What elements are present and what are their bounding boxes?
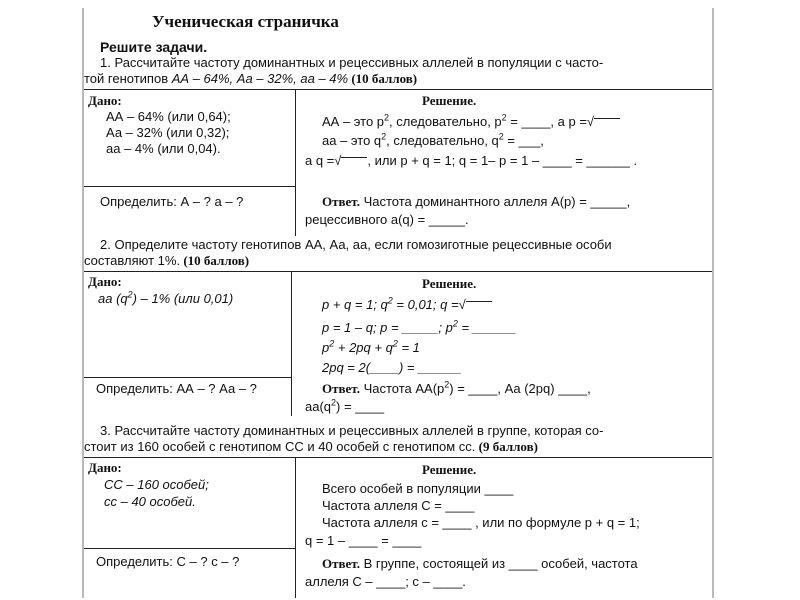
- task3-divider: [295, 458, 296, 598]
- task2-given-rule: [84, 377, 291, 378]
- task3-solution-line: q = 1 – ____ = ____: [305, 533, 422, 548]
- task3-given-line: СС – 160 особей;: [104, 477, 209, 492]
- task3-solution-line: Частота аллеля С = ____: [322, 498, 475, 513]
- task3-line1: 3. Рассчитайте частоту доминантных и рецессивных аллелей в группе, которая со-: [100, 423, 604, 438]
- task3-solution-label: Решение.: [422, 462, 477, 477]
- task1-determine: Определить: А – ? а – ?: [100, 194, 244, 209]
- task3-given-label: Дано:: [88, 460, 122, 475]
- task1-answer-line2: рецессивного а(q) = _____.: [305, 212, 469, 227]
- task3-solution-line: Всего особей в популяции ____: [322, 481, 514, 496]
- radical-icon: √: [334, 153, 342, 168]
- task1-line2: той генотипов АА – 64%, Аа – 32%, аа – 4% (10 баллов): [84, 71, 418, 86]
- task2-solution-line: 2рq = 2(____) = ______: [322, 360, 462, 375]
- task2-given-label: Дано:: [88, 274, 122, 289]
- task2-divider: [291, 272, 292, 416]
- task2-determine: Определить: АА – ? Аа – ?: [96, 381, 257, 396]
- page-title: Ученическая страничка: [152, 12, 339, 31]
- task2-top-rule: [84, 271, 712, 272]
- task3-top-rule: [84, 457, 712, 458]
- radical-bar: [594, 118, 620, 128]
- task1-answer: Ответ. Частота доминантного аллеля А(р) = _____,: [322, 194, 631, 209]
- task1-divider: [295, 90, 296, 236]
- task2-line1: 2. Определите частоту генотипов АА, Аа, аа, если гомозиготные рецессивные особи: [100, 237, 612, 252]
- task2-answer: Ответ. Частота $АА(р^2)$ = ____, Аа (2рq) ____,: [322, 379, 591, 396]
- task1-top-rule: [84, 89, 712, 90]
- task3-answer-line2: аллеля С – ____; с – ____.: [305, 574, 466, 589]
- radical-icon: √: [458, 297, 466, 312]
- task1-given-label: Дано:: [88, 93, 122, 108]
- task2-answer-line2: $аа(q^2)$ = ____: [305, 397, 385, 414]
- worksheet-page: [82, 8, 714, 598]
- task1-solution-line: а q =√ , или р + q = 1; q = 1– р = 1 – ____ = ______ .: [305, 153, 638, 168]
- task3-answer: Ответ. В группе, состоящей из ____ особей, частота: [322, 556, 638, 571]
- task1-solution-label: Решение.: [422, 93, 477, 108]
- task1-line1: 1. Рассчитайте частоту доминантных и рецессивных аллелей в популяции с часто-: [100, 55, 604, 70]
- radical-icon: √: [586, 114, 595, 129]
- task1-solution-line: аа – это $q^2$, следовательно, $q^2$ = ___,: [322, 131, 544, 148]
- task2-solution-line: р = 1 – q; р = _____; $р^2$ = ______: [322, 318, 517, 335]
- task3-determine: Определить: С – ? с – ?: [96, 554, 240, 569]
- task2-solution-label: Решение.: [422, 276, 477, 291]
- task2-line2: составляют 1%. (10 баллов): [84, 253, 250, 268]
- task1-given-rule: [84, 186, 295, 187]
- task3-solution-line: Частота аллеля с = ____ , или по формуле р + q = 1;: [322, 515, 640, 530]
- task1-given-line: Аа – 32% (или 0,32);: [106, 125, 230, 140]
- task2-given-line: аа $(q^2) - 1\%$ (или 0,01): [98, 289, 234, 306]
- radical-bar: [466, 301, 492, 311]
- task2-solution-line: $р^2 + 2рq + q^2 = 1$: [322, 338, 420, 355]
- task3-line2: стоит из 160 особей с генотипом СС и 40 особей с генотипом сс. (9 баллов): [84, 439, 538, 454]
- instruction: Решите задачи.: [100, 39, 208, 55]
- task2-solution-line: р + q = 1; $q^2 = 0,01$; q =√: [322, 297, 492, 313]
- radical-bar: [341, 157, 367, 167]
- task3-given-rule: [84, 548, 295, 549]
- task3-given-line: сс – 40 особей.: [104, 494, 196, 509]
- task1-given-line: АА – 64% (или 0,64);: [106, 109, 231, 124]
- task1-given-line: аа – 4% (или 0,04).: [106, 141, 221, 156]
- task1-solution-line: АА – это $р^2$, следовательно, $р^2$ = ____, а р =√: [322, 114, 620, 130]
